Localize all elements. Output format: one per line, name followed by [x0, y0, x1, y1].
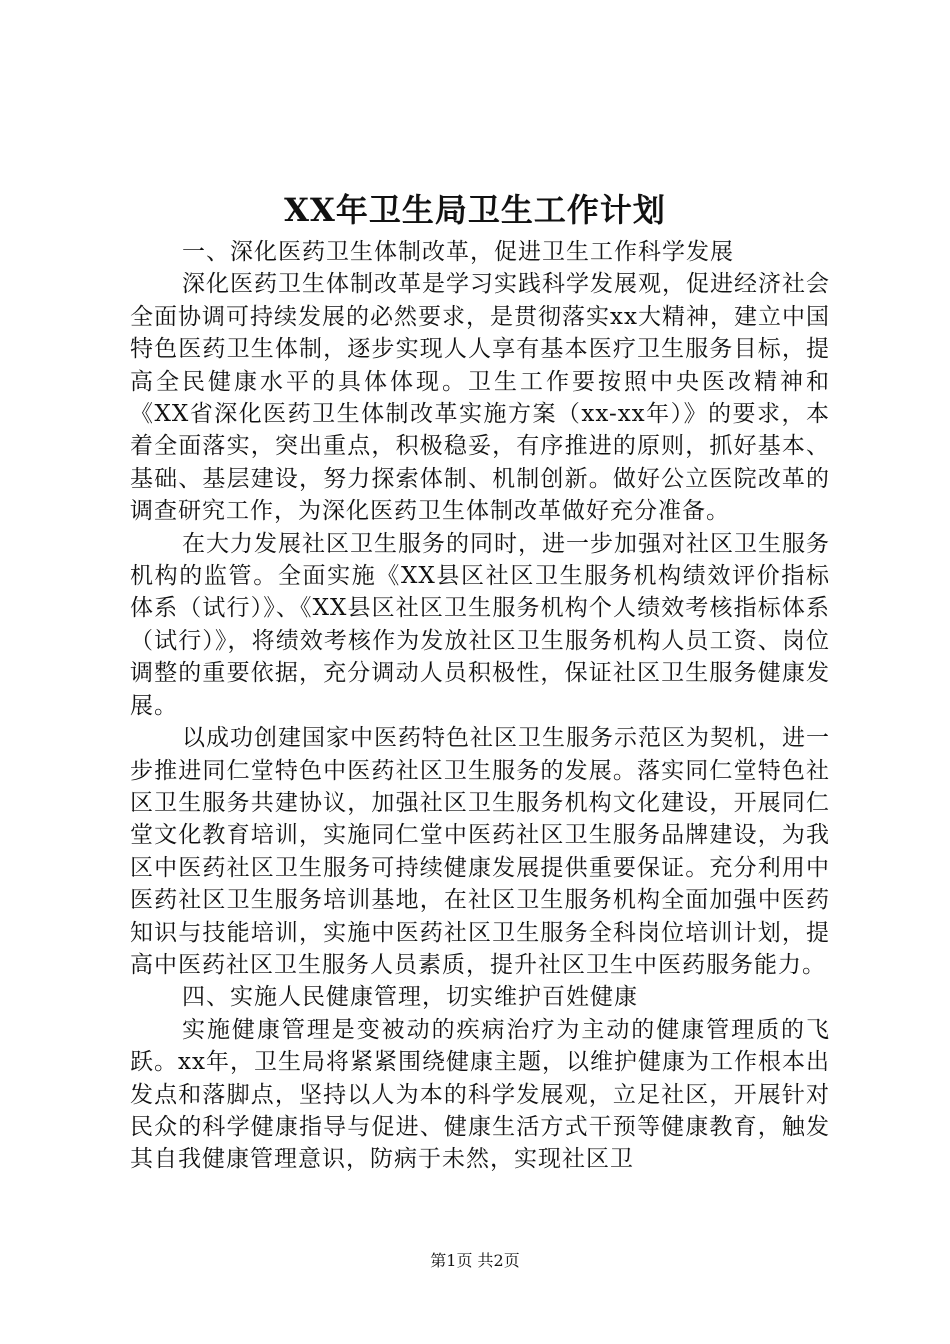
paragraph: 深化医药卫生体制改革是学习实践科学发展观，促进经济社会全面协调可持续发展的必然要求，是贯彻落实xx大精神，建立中国特色医药卫生体制，逐步实现人人享有基本医疗卫生服务目标，提高全民健康水平的具体体现。卫生工作要按照中央医改精神和《XX省深化医药卫生体制改革实施方案（xx-xx年）》的要求，本着全面落实，突出重点，积极稳妥，有序推进的原则，抓好基本、基础、基层建设，努力探索体制、机制创新。做好公立医院改革的调查研究工作，为深化医药卫生体制改革做好充分准备。: [130, 271, 830, 525]
paragraph: 以成功创建国家中医药特色社区卫生服务示范区为契机，进一步推进同仁堂特色中医药社区卫生服务的发展。落实同仁堂特色社区卫生服务共建协议，加强社区卫生服务机构文化建设，开展同仁堂文化教育培训，实施同仁堂中医药社区卫生服务品牌建设，为我区中医药社区卫生服务可持续健康发展提供重要保证。充分利用中医药社区卫生服务培训基地，在社区卫生服务机构全面加强中医药知识与技能培训，实施中医药社区卫生服务全科岗位培训计划，提高中医药社区卫生服务人员素质，提升社区卫生中医药服务能力。: [130, 725, 830, 978]
page-number-footer: 第1页 共2页: [430, 1251, 520, 1270]
section-heading: 一、深化医药卫生体制改革，促进卫生工作科学发展: [182, 239, 734, 265]
document-title: XX年卫生局卫生工作计划: [284, 191, 666, 229]
section-heading: 四、实施人民健康管理，切实维护百姓健康: [182, 984, 638, 1011]
paragraph: 实施健康管理是变被动的疾病治疗为主动的健康管理质的飞跃。xx年，卫生局将紧紧围绕健康主题，以维护健康为工作根本出发点和落脚点，坚持以人为本的科学发展观，立足社区，开展针对民众的科学健康指导与促进、健康生活方式干预等健康教育，触发其自我健康管理意识，防病于未然，实现社区卫: [130, 1016, 830, 1173]
paragraph: 在大力发展社区卫生服务的同时，进一步加强对社区卫生服务机构的监管。全面实施《XX县区社区卫生服务机构绩效评价指标体系（试行）》、《XX县区社区卫生服务机构个人绩效考核指标体系（试行）》，将绩效考核作为发放社区卫生服务机构人员工资、岗位调整的重要依据，充分调动人员积极性，保证社区卫生服务健康发展。: [130, 530, 830, 719]
document-body: [130, 236, 830, 1176]
